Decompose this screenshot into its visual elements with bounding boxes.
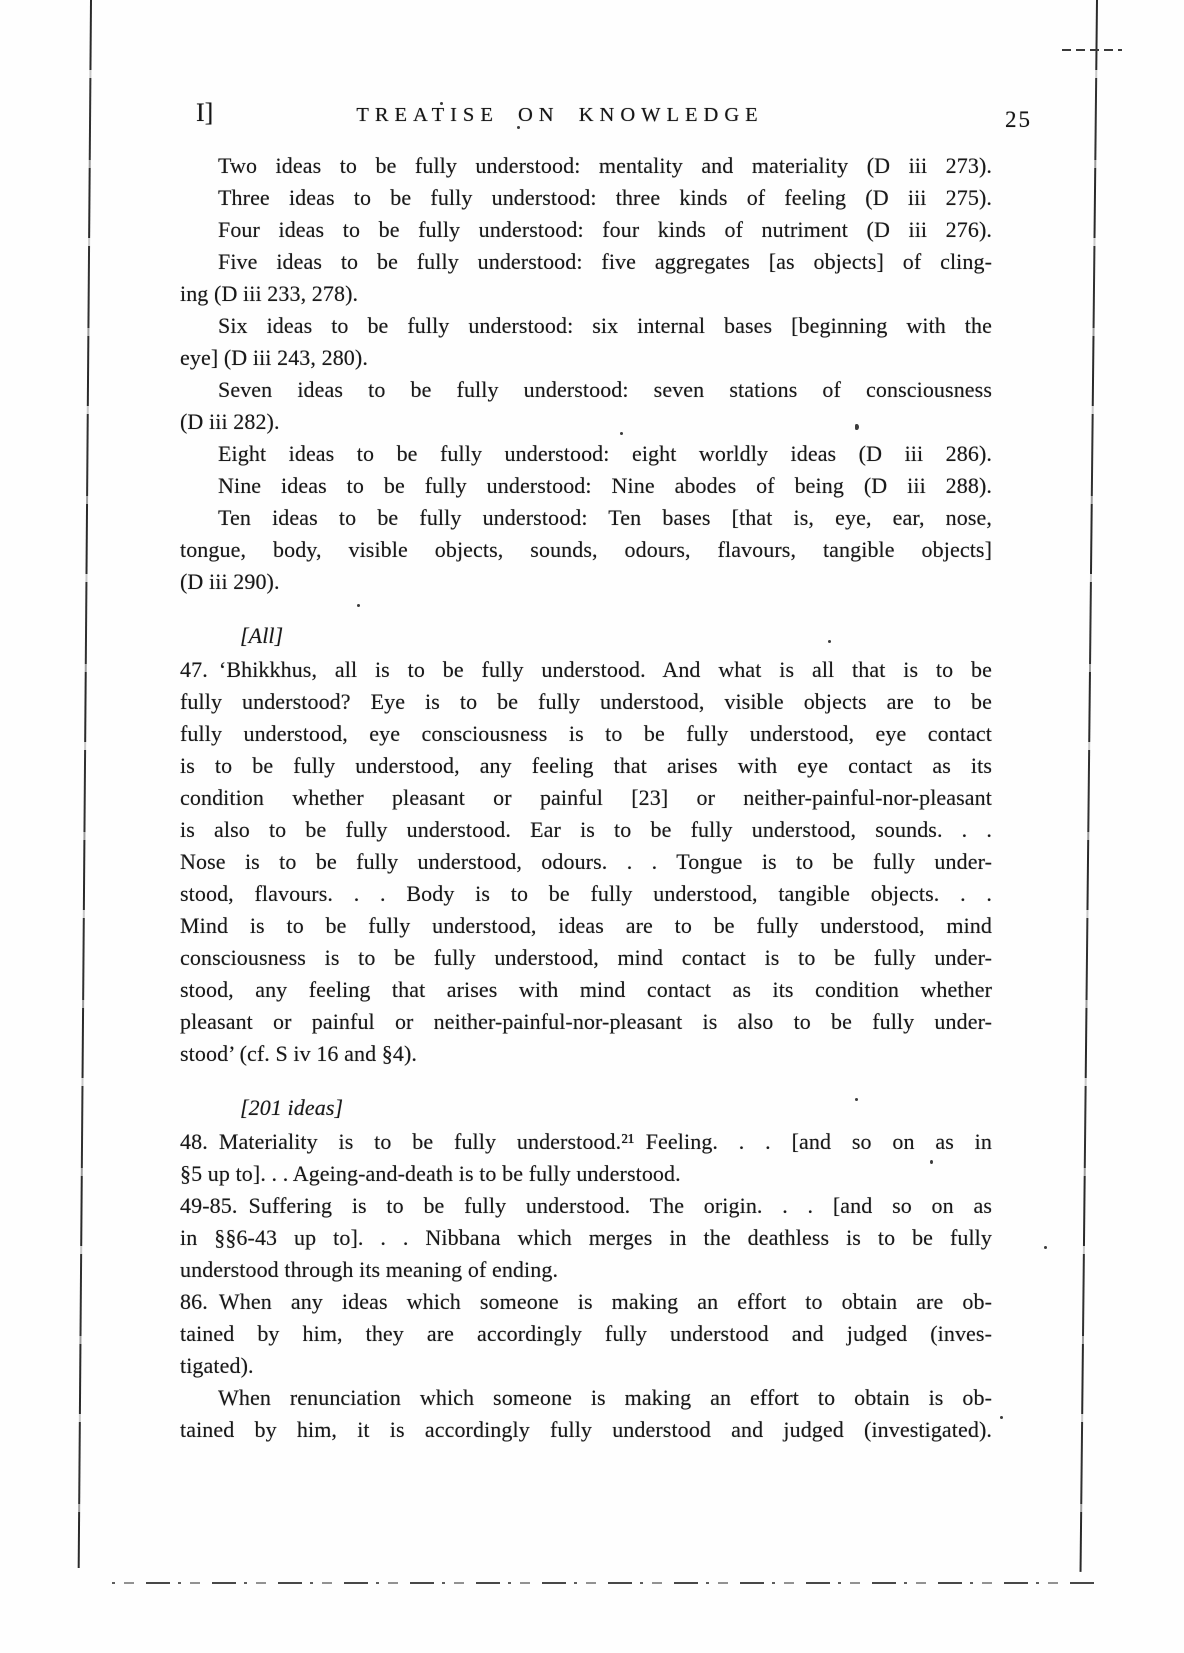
text-line: condition whether pleasant or painful [23] or neither-painful-nor-pleasant [180,785,992,810]
text-line: 47. ‘Bhikkhus, all is to be fully understood. And what is all that is to be [180,657,992,682]
text-line: is to be fully understood, any feeling that arises with eye contact as its [180,753,992,778]
text-line: Ten ideas to be fully understood: Ten bases [that is, eye, ear, nose, [218,505,992,530]
text-line: tained by him, it is accordingly fully understood and judged (investigated). [180,1417,992,1442]
paragraph [180,182,992,214]
paragraph [180,470,992,502]
text-line: Mind is to be fully understood, ideas are to be fully understood, mind [180,913,992,938]
paragraph [180,1382,992,1446]
text-line: fully understood? Eye is to be fully understood, visible objects are to be [180,689,992,714]
text-line: stood, flavours. . . Body is to be fully understood, tangible objects. . . [180,881,992,906]
paragraph [180,654,992,1070]
text-line: §5 up to]. . . Ageing-and-death is to be fully understood. [180,1161,681,1186]
paragraph [180,502,992,598]
text-line: tigated). [180,1353,254,1378]
paragraph [180,438,992,470]
text-line: Two ideas to be fully understood: mentality and materiality (D iii 273). [218,153,992,178]
text-line: ing (D iii 233, 278). [180,281,359,306]
text-line: tained by him, they are accordingly fully understood and judged (inves- [180,1321,992,1346]
text-line: stood’ (cf. S iv 16 and §4). [180,1041,418,1066]
paragraph [180,1126,992,1190]
text-line: fully understood, eye consciousness is to be fully understood, eye contact [180,721,992,746]
text-line: is also to be fully understood. Ear is to be fully understood, sounds. . . [180,817,992,842]
text-line: pleasant or painful or neither-painful-nor-pleasant is also to be fully under- [180,1009,992,1034]
text-line: Nine ideas to be fully understood: Nine abodes of being (D iii 288). [218,473,992,498]
text-line: 86. When any ideas which someone is making an effort to obtain are ob- [180,1289,992,1314]
text-line: 49-85. Suffering is to be fully understood. The origin. . . [and so on as [180,1193,992,1218]
text-line: eye] (D iii 243, 280). [180,345,368,370]
text-line: (D iii 282). [180,409,280,434]
text-line: stood, any feeling that arises with mind contact as its condition whether [180,977,992,1002]
text-line: Seven ideas to be fully understood: seven stations of consciousness [218,377,992,402]
paragraph [180,310,992,374]
text-line: Five ideas to be fully understood: five aggregates [as objects] of cling- [218,249,992,274]
text-line: When renunciation which someone is making an effort to obtain is ob- [218,1385,992,1410]
text-line: in §§6-43 up to]. . . Nibbana which merges in the deathless is to be fully [180,1225,992,1250]
section-heading: [All] [240,623,284,648]
text-line: Eight ideas to be fully understood: eight worldly ideas (D iii 286). [218,441,992,466]
text-line: 48. Materiality is to be fully understood.²¹ Feeling. . . [and so on as in [180,1129,992,1154]
text-line: (D iii 290). [180,569,280,594]
scan-speck [1000,1416,1003,1419]
text-line: understood through its meaning of ending. [180,1257,559,1282]
paragraph [180,150,992,182]
text-line: tongue, body, visible objects, sounds, odours, flavours, tangible objects] [180,537,992,562]
text-line: Six ideas to be fully understood: six internal bases [beginning with the [218,313,992,338]
text-body [180,150,992,1446]
scan-speck [1044,1246,1047,1249]
paragraph [180,1190,992,1286]
scan-dash-bottom [112,1582,1097,1584]
paragraph [180,214,992,246]
text-line: Nose is to be fully understood, odours. . . Tongue is to be fully under- [180,849,992,874]
paragraph [180,246,992,310]
paragraph [180,374,992,438]
running-title: TREATISE ON KNOWLEDGE [356,104,764,126]
scan-edge-line-right [1080,0,1098,1572]
section-heading: [201 ideas] [240,1095,344,1120]
scan-edge-line-left [78,0,92,1568]
page-number: 25 [1005,107,1032,132]
text-line: consciousness is to be fully understood, mind contact is to be fully under- [180,945,992,970]
paragraph [180,1286,992,1382]
text-line: Three ideas to be fully understood: three kinds of feeling (D iii 275). [218,185,992,210]
scan-dash-top-right [1062,49,1122,51]
text-line: Four ideas to be fully understood: four kinds of nutriment (D iii 276). [218,217,992,242]
chapter-folio-mark: I] [196,98,214,127]
